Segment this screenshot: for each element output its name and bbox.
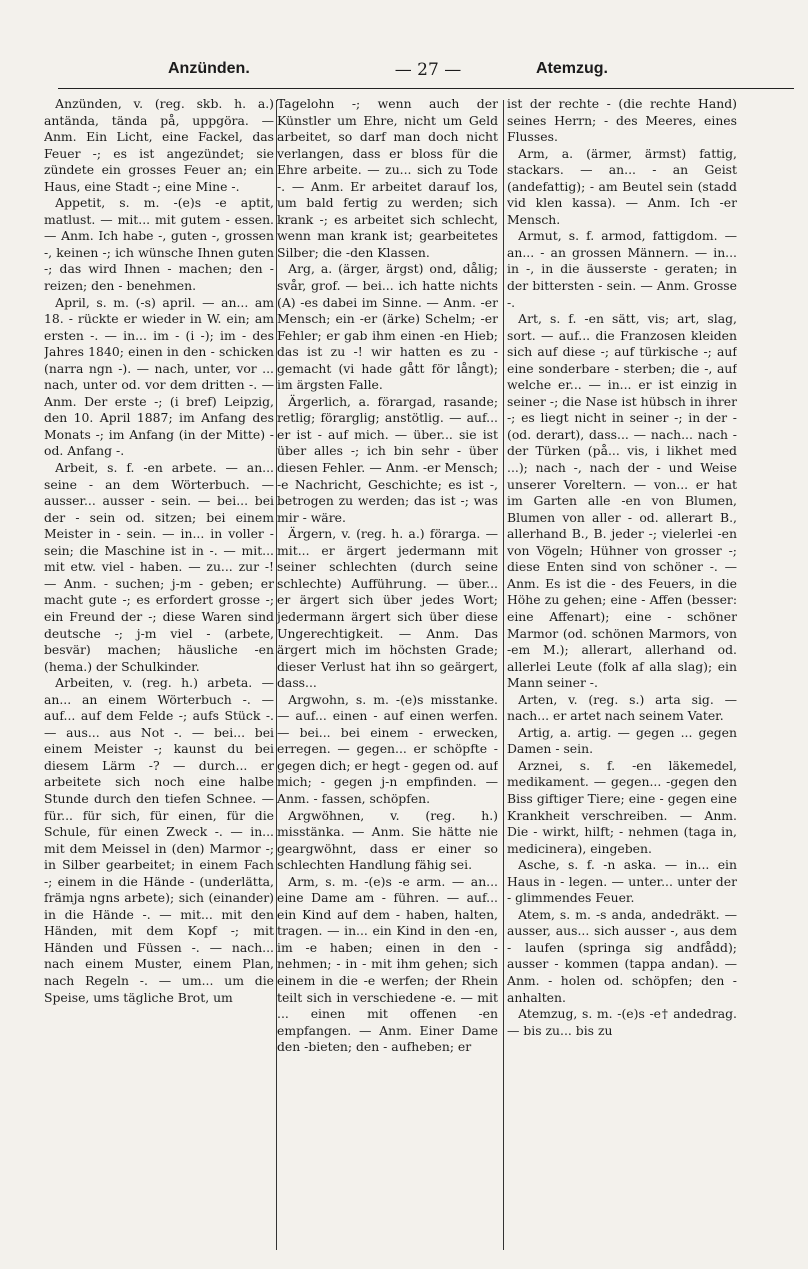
entry-art: Art, s. f. -en sätt, vis; art, slag, sort. — auf... die Franzosen kleiden sich auf diese -; auf türkische -; auf eine sonderbare - sterben; die -, auf welche er... — in... er ist einzig in seiner -; die Nase ist hübsch in ihrer -; es liegt nicht in seiner -; in der - (od. derart), dass... — nach... nach - der Türken (på... vis, i likhet med ...); nach -, nach der - und Weise unserer Voreltern. — von... er hat im Garten alle -en von Blumen, Blumen von aller - od. allerart B., allerhand B., B. jeder -; vielerlei -en von Vögeln; Hühner von grosser -; diese Enten sind von schöner -. — Anm. Es ist die - des Feuers, in die Höhe zu gehen; eine - Affen (besser: eine Affenart); eine - schöner Marmor (od. schönen Marmors, von -em M.); allerart, allerhand od. allerlei Leute (folk af alla slag); ein Mann seiner -. [507,311,737,691]
entry-arbeiten: Arbeiten, v. (reg. h.) arbeta. — an... an einem Wörterbuch -. — auf... auf dem Felde -; aufs Stück -. — aus... aus Not -. — bei... bei einem Meister -; kaunst du bei diesem Lärm -? — durch... er arbeitete sich noch eine halbe Stunde durch den tiefen Schnee. — für... für sich, für einen, für die Schule, für einen Zweck -. — in... mit dem Meissel in (den) Marmor -; in Silber gearbeitet; in einem Fach -; einem in die Hände - (underlätta, främja ngns arbete); sich (einander) in die Hände -. — mit... mit den Händen, mit dem Kopf -; mit Händen und Füssen -. — nach... nach einem Muster, einem Plan, nach Regeln -. — um... um die Speise, ums tägliche Brot, um [44,675,274,1005]
entry-aergern: Ärgern, v. (reg. h. a.) förarga. — mit... er ärgert jedermann mit seiner schlechten (durch seine schlechte) Aufführung. — über... er ärgert sich über jedes Wort; jedermann ärgert sich über diese Ungerechtigkeit. — Anm. Das ärgert mich im höchsten Grade; dieser Verlust hat ihn so geärgert, dass... [277,526,498,691]
entry-arm-adjective: Arm, a. (ärmer, ärmst) fattig, stackars. — an... - an Geist (andefattig); - am Beutel sein (stadd vid klen kassa). — Anm. Ich -er Mensch. [507,145,737,227]
entry-arm-noun: Arm, s. m. -(e)s -e arm. — an... eine Dame am - führen. — auf... ein Kind auf dem - haben, halten, tragen. — in... ein Kind in den -en, im -e haben; einen in den - nehmen; - in - mit ihm gehen; sich einem in die -e werfen; der Rhein teilt sich in verschiedene -e. — mit ... einen mit offenen -en empfangen. — Anm. Einer Dame den -bieten; den - aufheben; er [277,873,498,1055]
column-1 [44,96,274,1256]
entry-arten: Arten, v. (reg. s.) arta sig. — nach... er artet nach seinem Vater. [507,691,737,724]
entry-anzuenden: Anzünden, v. (reg. skb. h. a.) antända, tända på, uppgöra. — Anm. Ein Licht, eine Fackel, das Feuer -; es ist angezündet; sie zündete ein grosses Feuer an; ein Haus, eine Stadt -; eine Mine -. [44,96,274,194]
entry-aergerlich: Ärgerlich, a. förargad, rasande; retlig; förarglig; anstötlig. — auf... er ist - auf mich. — über... sie ist über alles -; ich bin sehr - über diesen Fehler. — Anm. -er Mensch; -e Nachricht, Geschichte; es ist -, betrogen zu werden; das ist -; was mir - wäre. [277,393,498,525]
page-header [58,60,790,82]
header-left-guideword: Anzünden. [168,60,250,77]
entry-armut: Armut, s. f. armod, fattigdom. — an... - an grossen Männern. — in... in -, in die äusserste - geraten; in der bittersten - sein. — Anm. Grosse -. [507,228,737,310]
dictionary-body [40,96,804,1256]
entry-april: April, s. m. (-s) april. — an... am 18. - rückte er wieder in W. ein; am ersten -. — in... im - (i -); im - des Jahres 1840; einen in den - schicken (narra ngn -). — nach, unter, vor ... nach, unter od. vor dem dritten -. — Anm. Der erste -; (i bref) Leipzig, den 10. April 1887; im Anfang des Monats -; im Anfang (in der Mitte) - od. Anfang -. [44,294,274,459]
entry-atemzug: Atemzug, s. m. -(e)s -e† andedrag. — bis zu... bis zu [507,1006,737,1038]
entry-atem: Atem, s. m. -s anda, andedräkt. — ausser, aus... sich ausser -, aus dem - laufen (springa sig andfådd); ausser - kommen (tappa andan). — Anm. - holen od. schöpfen; den - anhalten. [507,906,737,1005]
entry-artig: Artig, a. artig. — gegen ... gegen Damen - sein. [507,724,737,757]
entry-appetit: Appetit, s. m. -(e)s -e aptit, matlust. — mit... mit gutem - essen. — Anm. Ich habe -, guten -, grossen -, keinen -; ich wünsche Ihnen guten -; das wird Ihnen - machen; den - reizen; den - benehmen. [44,195,274,294]
entry-arg: Arg, a. (ärger, ärgst) ond, dålig; svår, grof. — bei... ich hatte nichts (A) -es dabei im Sinne. — Anm. -er Mensch; ein -er (ärke) Schelm; -er Fehler; er gab ihm einen -en Hieb; das ist zu -! wir hatten es zu - gemacht (vi hade gått för långt); im ärgsten Falle. [277,261,498,393]
column-2 [277,96,498,1256]
page-number: — 27 — [394,60,462,80]
entry-arbeit: Arbeit, s. f. -en arbete. — an... seine - an dem Wörterbuch. — ausser... ausser - sein. — bei... bei der - sein od. sitzen; bei einem Meister in - sein. — in... in voller - sein; die Maschine ist in -. — mit... mit etw. viel - haben. — zu... zur -! — Anm. - suchen; j-m - geben; er macht gute -; es erfordert grosse -; ein Freund der -; diese Waren sind deutsche -; j-m viel - (arbete, besvär) machen; häusliche -en (hema.) der Schulkinder. [44,460,274,674]
entry-asche: Asche, s. f. -n aska. — in... ein Haus in - legen. — unter... unter der - glimmendes Feuer. [507,857,737,906]
header-rule [58,88,794,89]
entry-arm-noun-continued: ist der rechte - (die rechte Hand) seines Herrn; - des Meeres, eines Flusses. [507,96,737,145]
entry-arznei: Arznei, s. f. -en läkemedel, medikament. — gegen... -gegen den Biss giftiger Tiere; eine - gegen eine Krankheit verschreiben. — Anm. Die - wirkt, hilft; - nehmen (taga in, medicinera), eingeben. [507,757,737,856]
entry-argwohn: Argwohn, s. m. -(e)s misstanke. — auf... einen - auf einen werfen. — bei... bei einem - erwecken, erregen. — gegen... er schöpfte - gegen dich; er hegt - gegen od. auf mich; - gegen j-n empfinden. — Anm. - fassen, schöpfen. [277,691,498,806]
column-3 [507,96,737,1256]
entry-arbeiten-continued: Tagelohn -; wenn auch der Künstler um Ehre, nicht um Geld arbeitet, so darf man doch nicht verlangen, dass er bloss für die Ehre arbeite. — zu... sich zu Tode -. — Anm. Er arbeitet darauf los, um bald fertig zu werden; sich krank -; es arbeitet sich schlecht, wenn man krank ist; gearbeitetes Silber; die -den Klassen. [277,96,498,260]
header-right-guideword: Atemzug. [536,60,608,77]
entry-argwoehnen: Argwöhnen, v. (reg. h.) misstänka. — Anm. Sie hätte nie geargwöhnt, dass er einer so schlechten Handlung fähig sei. [277,807,498,873]
